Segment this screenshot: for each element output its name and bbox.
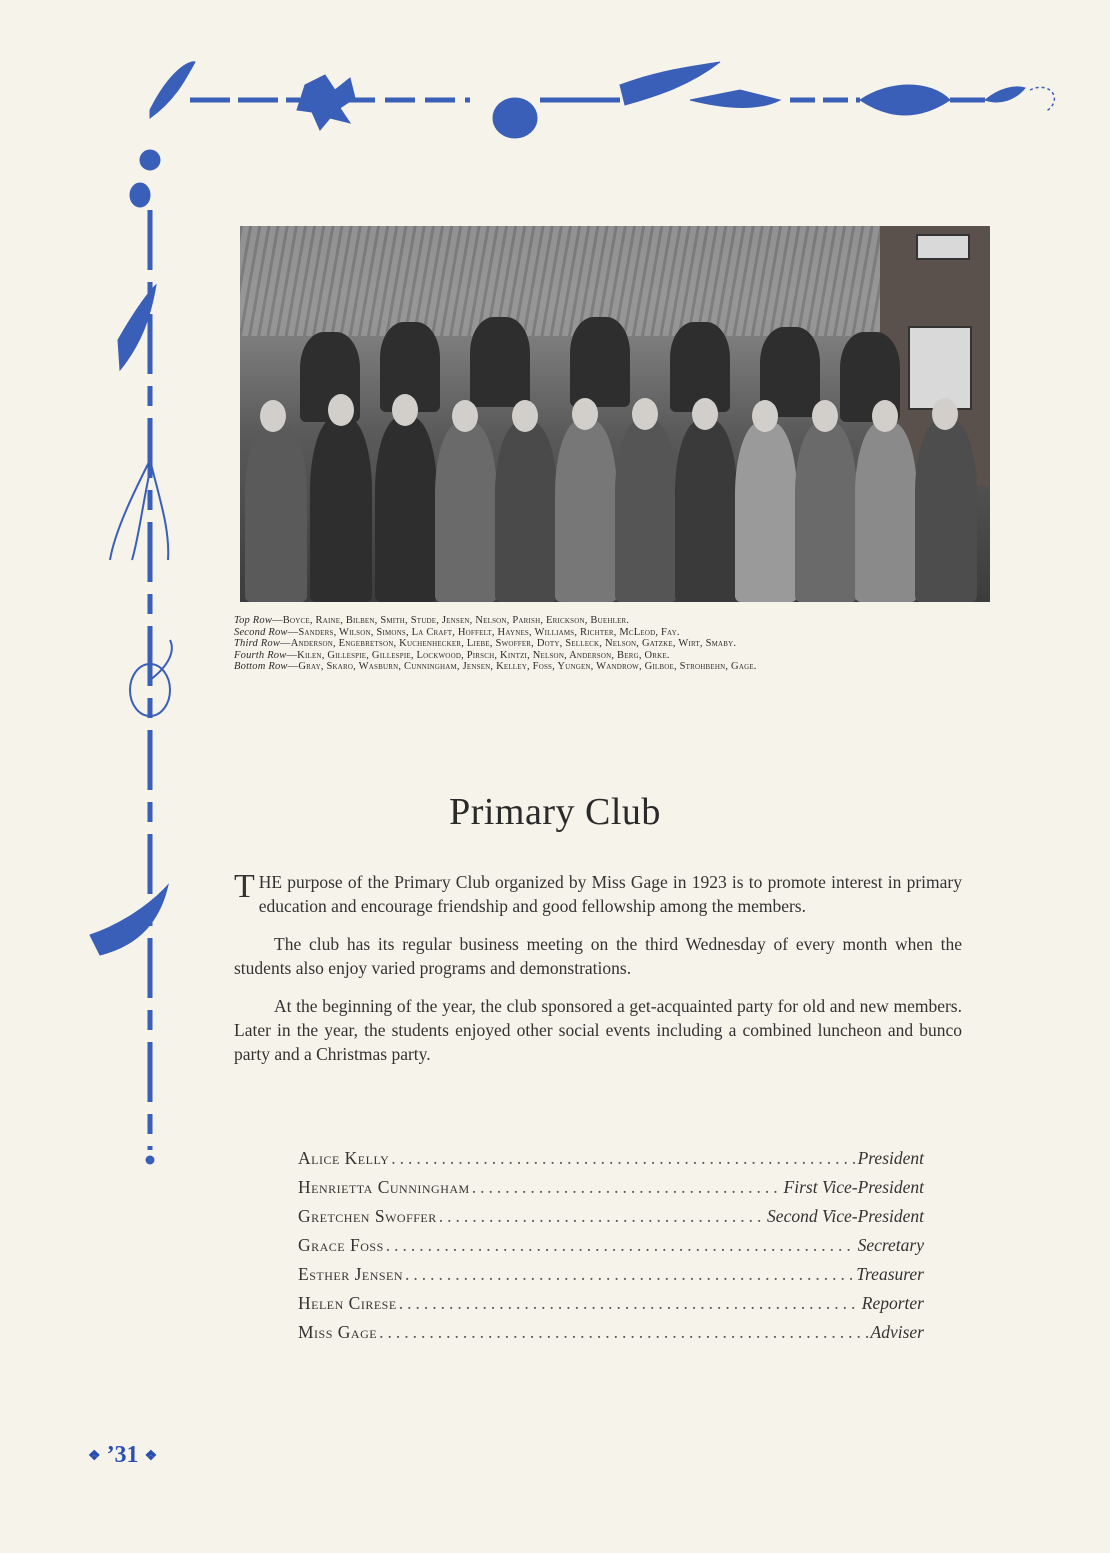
- officers-list: [298, 1148, 924, 1351]
- group-photograph: [240, 226, 990, 602]
- pinecone-icon: [493, 98, 537, 138]
- officer-row: Alice Kelly ..... President: [298, 1148, 924, 1177]
- paragraph: THE purpose of the Primary Club organized by Miss Gage in 1923 is to promote interest in primary education and encourage friendship and good fellowship among the members.: [234, 868, 962, 916]
- officer-row: Miss Gage ..... Adviser: [298, 1322, 924, 1351]
- acorn-icon: [140, 150, 160, 170]
- officer-row: Henrietta Cunningham ..... First Vice-President: [298, 1177, 924, 1206]
- paragraph: The club has its regular business meeting on the third Wednesday of every month when the students also enjoy varied programs and demonstrations.: [234, 934, 962, 978]
- officer-row: Esther Jensen ..... Treasurer: [298, 1264, 924, 1293]
- page-footer: [88, 1442, 157, 1469]
- page-title: Primary Club: [449, 791, 661, 833]
- paragraph: At the beginning of the year, the club sponsored a get-acquainted party for old and new members. Later in the year, the students enjoyed other social events including a combined luncheon and bunco party and a Christmas party.: [234, 996, 962, 1064]
- holly-leaf-icon-3: [90, 885, 168, 955]
- ornament-right-icon: ❖: [144, 1448, 158, 1464]
- caption-row: Top Row—Boyce, Raine, Bilben, Smith, Stude, Jensen, Nelson, Parish, Erickson, Buehler.: [234, 615, 630, 626]
- wheat-tassel-icon: [110, 460, 168, 560]
- officer-row: Helen Cirese ..... Reporter: [298, 1293, 924, 1322]
- drop-cap: T: [234, 868, 255, 905]
- caption-row: Second Row—Sanders, Wilson, Simons, La Craft, Hoffelt, Haynes, Williams, Richter, McLeod, Fay.: [234, 626, 680, 638]
- article-body: [234, 870, 962, 1080]
- ornament-left-icon: ❖: [88, 1448, 101, 1464]
- holly-leaf-icon: [150, 62, 195, 118]
- officer-row: Gretchen Swoffer ..... Second Vice-President: [298, 1206, 924, 1235]
- officer-row: Grace Foss ..... Secretary: [298, 1235, 924, 1264]
- photo-caption: [234, 615, 994, 673]
- caption-row: Third Row—Anderson, Engebretson, Kuchenhecker, Liebe, Swoffer, Doty, Selleck, Nelson, Gatzke, Wirt, Smaby.: [234, 638, 737, 649]
- caption-row: Fourth Row—Kilen, Gillespie, Gillespie, Lockwood, Pirsch, Kintzi, Nelson, Anderson, Berg, Orke.: [234, 649, 670, 661]
- year-label: ’31: [106, 1442, 139, 1468]
- leaf-icon-2: [860, 85, 950, 115]
- caption-row: Bottom Row—Gray, Skaro, Wasburn, Cunningham, Jensen, Kelley, Foss, Yungen, Wandrow, Gilboe, Strohbehn, Gage.: [234, 661, 757, 672]
